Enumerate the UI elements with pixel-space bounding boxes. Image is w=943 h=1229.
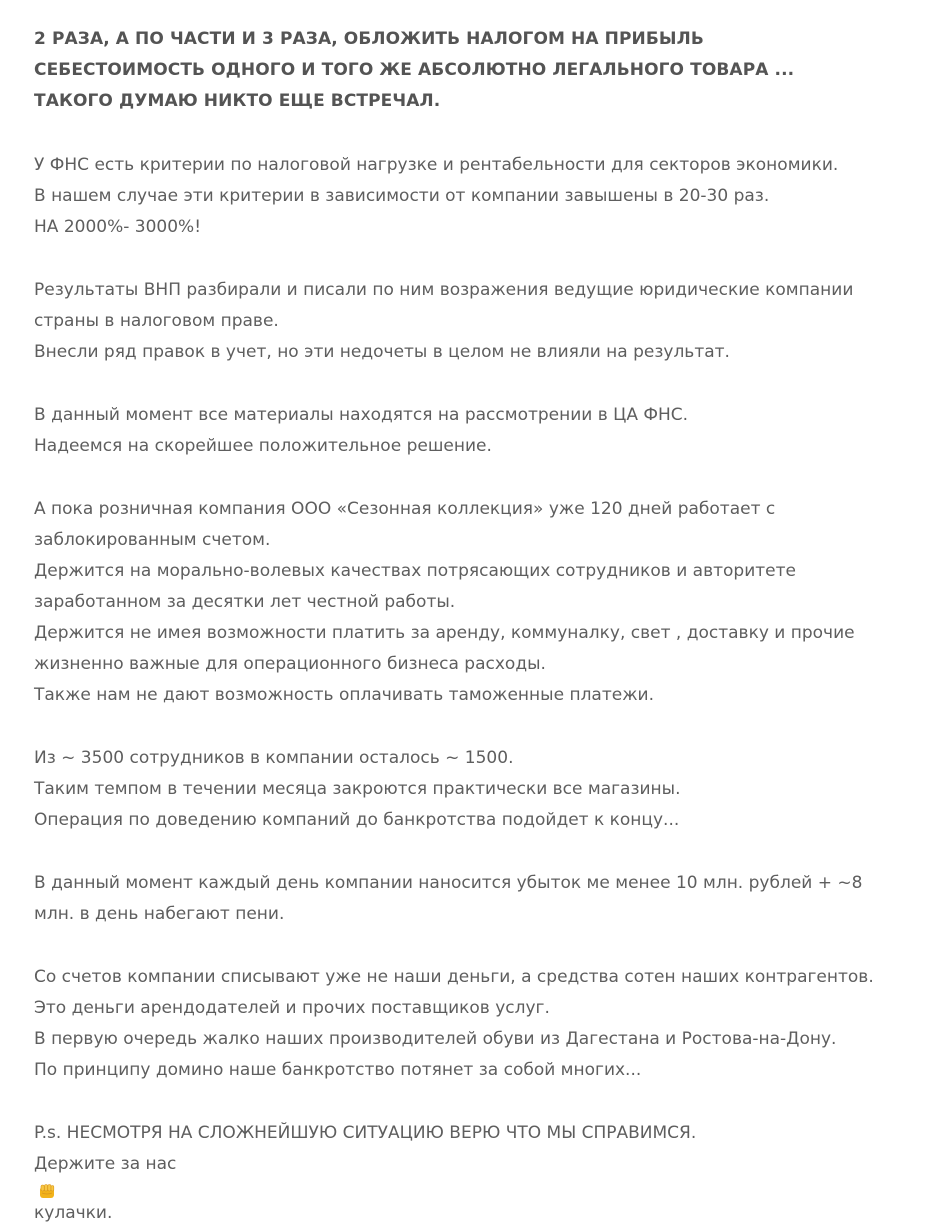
text-line: Держится не имея возможности платить за аренду, коммуналку, свет , доставку и прочие [34,623,855,643]
paragraph-ps [34,1118,925,1229]
text-line: заблокированным счетом. [34,530,271,550]
fist-emoji-icon [38,1180,56,1198]
paragraph-audit-results [34,275,925,368]
text-line: Внесли ряд правок в учет, но эти недочеты в целом не влияли на результат. [34,342,730,362]
text-line: В данный момент все материалы находятся на рассмотрении в ЦА ФНС. [34,405,689,425]
ps-closing-text: Держите за нас [34,1154,177,1174]
text-line: Держится на морально-волевых качествах потрясающих сотрудников и авторитете [34,561,796,581]
text-line: Из ~ 3500 сотрудников в компании осталось ~ 1500. [34,748,514,768]
text-line: Операция по доведению компаний до банкротства подойдет к концу... [34,810,680,830]
ps-line: P.s. НЕСМОТРЯ НА СЛОЖНЕЙШУЮ СИТУАЦИЮ ВЕРЮ ЧТО МЫ СПРАВИМСЯ. [34,1123,697,1143]
text-line: НА 2000%- 3000%! [34,217,202,237]
text-line: Со счетов компании списывают уже не наши деньги, а средства сотен наших контрагентов. [34,967,874,987]
ps-closing-text-end: кулачки. [34,1203,113,1223]
text-line: В нашем случае эти критерии в зависимости от компании завышены в 20-30 раз. [34,186,770,206]
text-line: страны в налоговом праве. [34,311,279,331]
text-line: жизненно важные для операционного бизнеса расходы. [34,654,546,674]
text-line: У ФНС есть критерии по налоговой нагрузке и рентабельности для секторов экономики. [34,155,839,175]
paragraph-losses [34,868,925,930]
text-line: Также нам не дают возможность оплачивать таможенные платежи. [34,685,654,705]
ps-closing-line [34,1149,925,1229]
paragraph-counterparties [34,962,925,1086]
text-line: По принципу домино наше банкротство потянет за собой многих... [34,1060,642,1080]
title-line: СЕБЕСТОИМОСТЬ ОДНОГО И ТОГО ЖЕ АБСОЛЮТНО ЛЕГАЛЬНОГО ТОВАРА ... [34,60,795,80]
paragraph-blocked-account [34,494,925,711]
text-line: Результаты ВНП разбирали и писали по ним возражения ведущие юридические компании [34,280,854,300]
title-line: ТАКОГО ДУМАЮ НИКТО ЕЩЕ ВСТРЕЧАЛ. [34,91,441,111]
text-line: заработанном за десятки лет честной работы. [34,592,456,612]
text-line: В первую очередь жалко наших производителей обуви из Дагестана и Ростова-на-Дону. [34,1029,837,1049]
paragraph-review-status [34,400,925,462]
text-line: Это деньги арендодателей и прочих поставщиков услуг. [34,998,550,1018]
paragraph-tax-criteria [34,150,925,243]
title-line: 2 РАЗА, А ПО ЧАСТИ И 3 РАЗА, ОБЛОЖИТЬ НАЛОГОМ НА ПРИБЫЛЬ [34,29,704,49]
text-line: млн. в день набегают пени. [34,904,285,924]
text-line: Таким темпом в течении месяца закроются практически все магазины. [34,779,681,799]
text-line: А пока розничная компания ООО «Сезонная коллекция» уже 120 дней работает с [34,499,776,519]
text-line: В данный момент каждый день компании наносится убыток ме менее 10 млн. рублей + ~8 [34,873,863,893]
post-title [34,24,925,117]
text-line: Надеемся на скорейшее положительное решение. [34,436,492,456]
paragraph-employees [34,743,925,836]
